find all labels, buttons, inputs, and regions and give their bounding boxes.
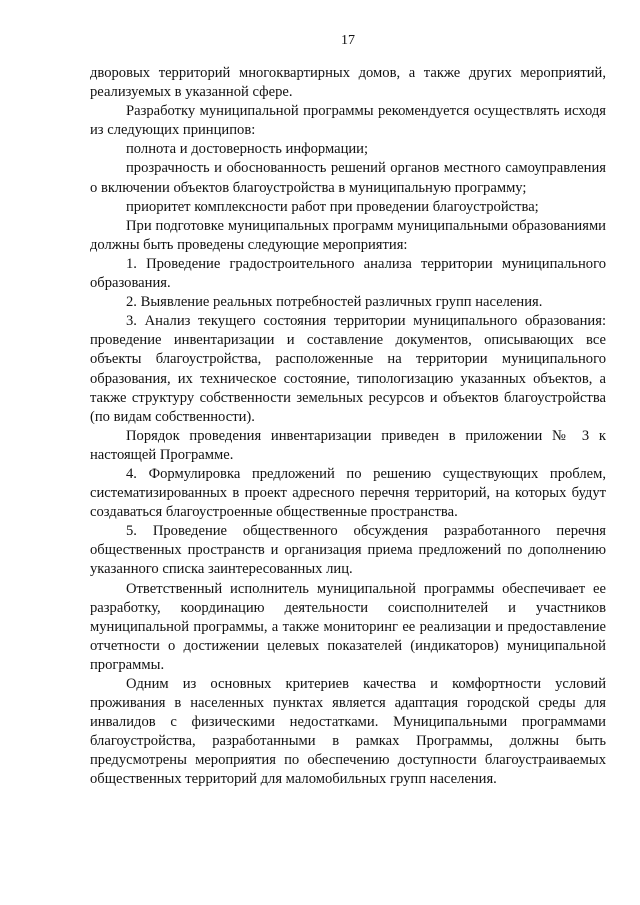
- paragraph: дворовых территорий многоквартирных домов, а также других мероприятий, реализуемых в указанной сфере.: [90, 65, 606, 101]
- paragraph: 2. Выявление реальных потребностей различных групп населения.: [126, 294, 543, 311]
- paragraph: приоритет комплексности работ при проведении благоустройства;: [126, 198, 539, 215]
- paragraph: Разработку муниципальной программы рекомендуется осуществлять исходя из следующих принципов:: [90, 103, 606, 139]
- page-number: 17: [341, 33, 355, 48]
- paragraph: Одним из основных критериев качества и комфортности условий проживания в населенных пунктах является адаптация городской среды для инвалидов с физическими недостатками. Муниципальными программами благоустройства, разработанными в рамках Программы, должны быть предусмотрены мероприятия по обеспечению доступности благоустраиваемых общественных территорий для маломобильных групп населения.: [90, 676, 606, 788]
- paragraph: 1. Проведение градостроительного анализа территории муниципального образования.: [90, 255, 606, 292]
- paragraph: 3. Анализ текущего состояния территории муниципального образования: проведение инвентаризации и составление документов, описывающих все объекты благоустройства, расположенные на территории муниципального образования, их техническое состояние, типологизацию указанных объектов, а также структуру собственности земельных ресурсов и объектов благоустройства (по видам собственности).: [90, 313, 606, 425]
- paragraph: При подготовке муниципальных программ муниципальными образованиями должны быть проведены следующие мероприятия:: [90, 217, 606, 253]
- paragraph: Порядок проведения инвентаризации приведен в приложении № 3 к настоящей Программе.: [90, 427, 606, 463]
- paragraph: Ответственный исполнитель муниципальной программы обеспечивает ее разработку, координацию деятельности соисполнителей и участников муниципальной программы, а также мониторинг ее реализации и предоставление отчетности о достижении целевых показателей (индикаторов) муниципальной программы.: [90, 580, 606, 673]
- paragraph: 4. Формулировка предложений по решению существующих проблем, систематизированных в проект адресного перечня территорий, на которых будут создаваться благоустроенные общественные пространства.: [90, 465, 606, 521]
- paragraph: прозрачность и обоснованность решений органов местного самоуправления о включении объектов благоустройства в муниципальную программу;: [90, 160, 606, 196]
- document-body: [90, 64, 606, 790]
- paragraph: полнота и достоверность информации;: [126, 141, 369, 158]
- paragraph: 5. Проведение общественного обсуждения разработанного перечня общественных пространств и организация приема предложений по дополнению указанного списка заинтересованных лиц.: [90, 523, 606, 578]
